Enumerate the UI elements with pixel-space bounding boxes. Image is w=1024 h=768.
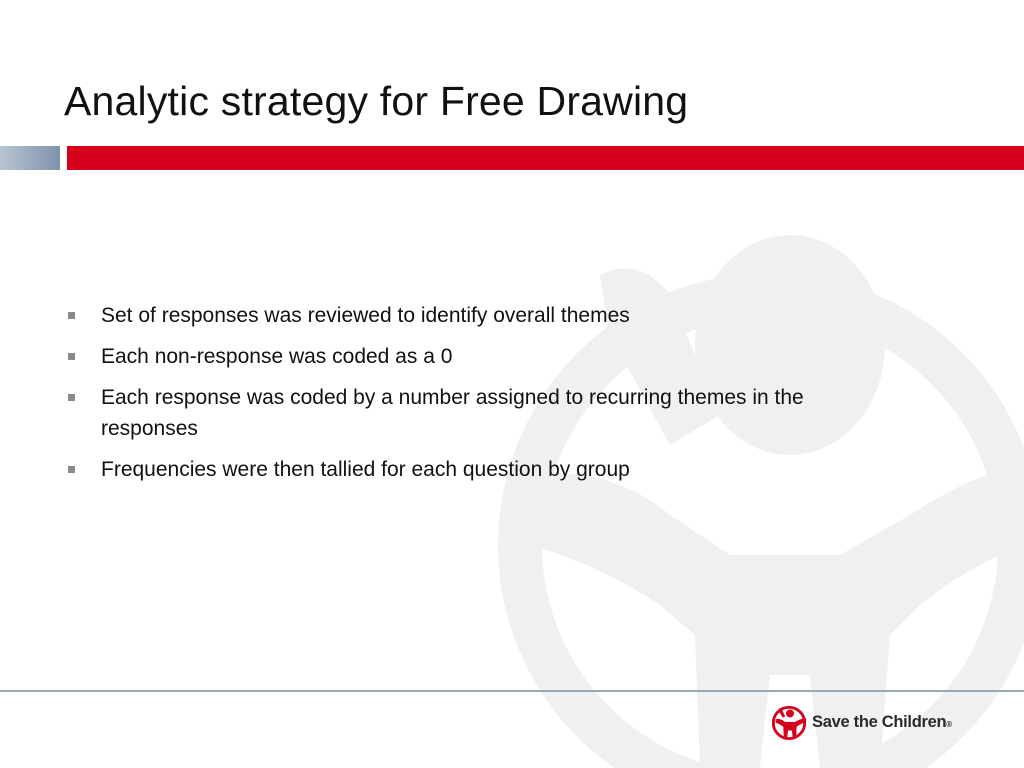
child-emblem-icon bbox=[770, 703, 808, 741]
square-bullet-icon bbox=[68, 312, 75, 319]
bullet-item bbox=[66, 341, 896, 372]
bullet-text: Set of responses was reviewed to identify overall themes bbox=[101, 304, 630, 327]
square-bullet-icon bbox=[68, 394, 75, 401]
square-bullet-icon bbox=[68, 353, 75, 360]
title-bar-gray bbox=[0, 146, 60, 170]
bullet-list bbox=[66, 300, 896, 495]
bullet-text: Each non-response was coded as a 0 bbox=[101, 345, 453, 368]
bullet-item bbox=[66, 300, 896, 331]
square-bullet-icon bbox=[68, 466, 75, 473]
footer-divider bbox=[0, 690, 1024, 692]
slide-title: Analytic strategy for Free Drawing bbox=[64, 78, 689, 124]
title-bar-red bbox=[67, 146, 1024, 170]
logo-text: Save the Children® bbox=[812, 712, 952, 731]
save-the-children-logo bbox=[770, 702, 952, 742]
bullet-item bbox=[66, 454, 896, 485]
bullet-text: Frequencies were then tallied for each question by group bbox=[101, 458, 630, 481]
bullet-text: Each response was coded by a number assigned to recurring themes in the responses bbox=[101, 386, 804, 440]
bullet-item bbox=[66, 382, 896, 444]
